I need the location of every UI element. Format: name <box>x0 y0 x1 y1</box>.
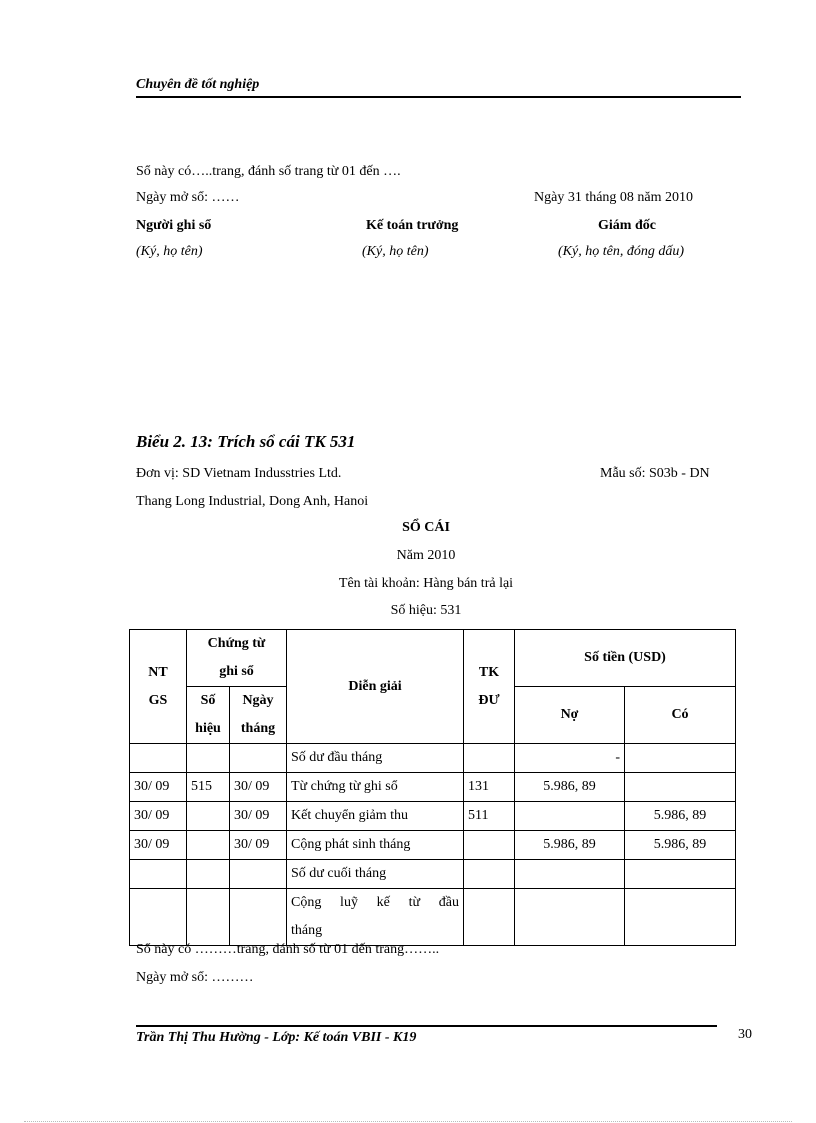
cell-tk-du <box>464 831 515 860</box>
cell-no: 5.986, 89 <box>515 831 625 860</box>
cell-tk-du: 511 <box>464 802 515 831</box>
ledger-title: SỔ CÁI <box>402 520 450 535</box>
table-row <box>130 744 736 773</box>
header-co: Có <box>625 687 736 744</box>
cell-dien-giai: Kết chuyển giảm thu <box>287 802 464 831</box>
cell-nt-gs: 30/ 09 <box>130 773 187 802</box>
cell-ngay-thang <box>230 889 287 946</box>
cell-ngay-thang <box>230 860 287 889</box>
footer-author: Trần Thị Thu Hường - Lớp: Kế toán VBII - K19 <box>136 1030 417 1045</box>
cell-no: - <box>515 744 625 773</box>
cell-nt-gs <box>130 860 187 889</box>
page-bottom-border <box>24 1121 792 1122</box>
cell-dien-giai: Số dư đầu tháng <box>287 744 464 773</box>
company-address: Thang Long Industrial, Dong Anh, Hanoi <box>136 494 369 509</box>
cell-ngay-thang <box>230 744 287 773</box>
cell-co <box>625 773 736 802</box>
cell-so-hieu <box>187 831 230 860</box>
header-ngay-thang: Ngày tháng <box>230 687 287 744</box>
table-row <box>130 860 736 889</box>
table-row <box>130 773 736 802</box>
header-nt-gs: NT GS <box>130 630 187 744</box>
header-divider <box>136 96 741 98</box>
header-no: Nợ <box>515 687 625 744</box>
section-title: Biểu 2. 13: Trích sổ cái TK 531 <box>136 432 356 451</box>
open-date-line: Ngày mở sổ: …… <box>136 190 240 205</box>
table-row <box>130 802 736 831</box>
bottom-open-date: Ngày mở sổ: ……… <box>136 970 254 985</box>
cell-nt-gs <box>130 744 187 773</box>
account-name: Tên tài khoản: Hàng bán trả lại <box>338 576 514 591</box>
cell-nt-gs <box>130 889 187 946</box>
cell-tk-du <box>464 860 515 889</box>
cell-so-hieu <box>187 889 230 946</box>
header-title: Chuyên đề tốt nghiệp <box>136 77 260 92</box>
cell-dien-giai: Cộng phát sinh tháng <box>287 831 464 860</box>
header-dien-giai: Diễn giải <box>287 630 464 744</box>
company-unit: Đơn vị: SD Vietnam Indusstries Ltd. <box>136 466 342 481</box>
cell-so-hieu <box>187 802 230 831</box>
signature-label-chief-accountant: Kế toán trưởng <box>366 218 459 233</box>
table-row <box>130 889 736 946</box>
signature-note-director: (Ký, họ tên, đóng dấu) <box>558 244 684 259</box>
cell-so-hieu <box>187 744 230 773</box>
cell-co <box>625 744 736 773</box>
cell-no <box>515 802 625 831</box>
signature-label-director: Giám đốc <box>598 218 656 233</box>
cell-nt-gs: 30/ 09 <box>130 831 187 860</box>
page-number: 30 <box>738 1027 752 1042</box>
date-line: Ngày 31 tháng 08 năm 2010 <box>534 190 694 205</box>
cell-no <box>515 860 625 889</box>
signature-note-recorder: (Ký, họ tên) <box>136 244 203 259</box>
cell-so-hieu: 515 <box>187 773 230 802</box>
cell-tk-du <box>464 889 515 946</box>
cell-tk-du <box>464 744 515 773</box>
cell-no <box>515 889 625 946</box>
cell-co: 5.986, 89 <box>625 831 736 860</box>
ledger-year: Năm 2010 <box>396 548 456 563</box>
cell-ngay-thang: 30/ 09 <box>230 831 287 860</box>
cell-co: 5.986, 89 <box>625 802 736 831</box>
account-number: Số hiệu: 531 <box>390 603 462 618</box>
signature-note-chief-accountant: (Ký, họ tên) <box>362 244 429 259</box>
bottom-pages-line: Sổ này có ………trang, đánh số từ 01 đến trang…….. <box>136 942 440 957</box>
header-tk-du: TK ĐƯ <box>464 630 515 744</box>
table-row <box>130 831 736 860</box>
ledger-table <box>129 629 736 946</box>
header-so-hieu: Số hiệu <box>187 687 230 744</box>
cell-dien-giai: Từ chứng từ ghi sổ <box>287 773 464 802</box>
pages-count-line: Sổ này có…..trang, đánh số trang từ 01 đến …. <box>136 164 401 179</box>
cell-ngay-thang: 30/ 09 <box>230 802 287 831</box>
form-number: Mẫu số: S03b - DN <box>600 466 710 481</box>
cell-co <box>625 889 736 946</box>
signature-label-recorder: Người ghi sổ <box>136 218 212 233</box>
cell-tk-du: 131 <box>464 773 515 802</box>
cell-nt-gs: 30/ 09 <box>130 802 187 831</box>
cell-co <box>625 860 736 889</box>
header-so-tien: Số tiền (USD) <box>515 630 736 687</box>
cell-so-hieu <box>187 860 230 889</box>
header-chung-tu: Chứng từ ghi sổ <box>187 630 287 687</box>
cell-ngay-thang: 30/ 09 <box>230 773 287 802</box>
cell-dien-giai: Số dư cuối tháng <box>287 860 464 889</box>
footer-divider <box>136 1025 717 1027</box>
cell-no: 5.986, 89 <box>515 773 625 802</box>
cell-dien-giai: Cộng luỹ kế từ đầu tháng <box>287 889 464 946</box>
